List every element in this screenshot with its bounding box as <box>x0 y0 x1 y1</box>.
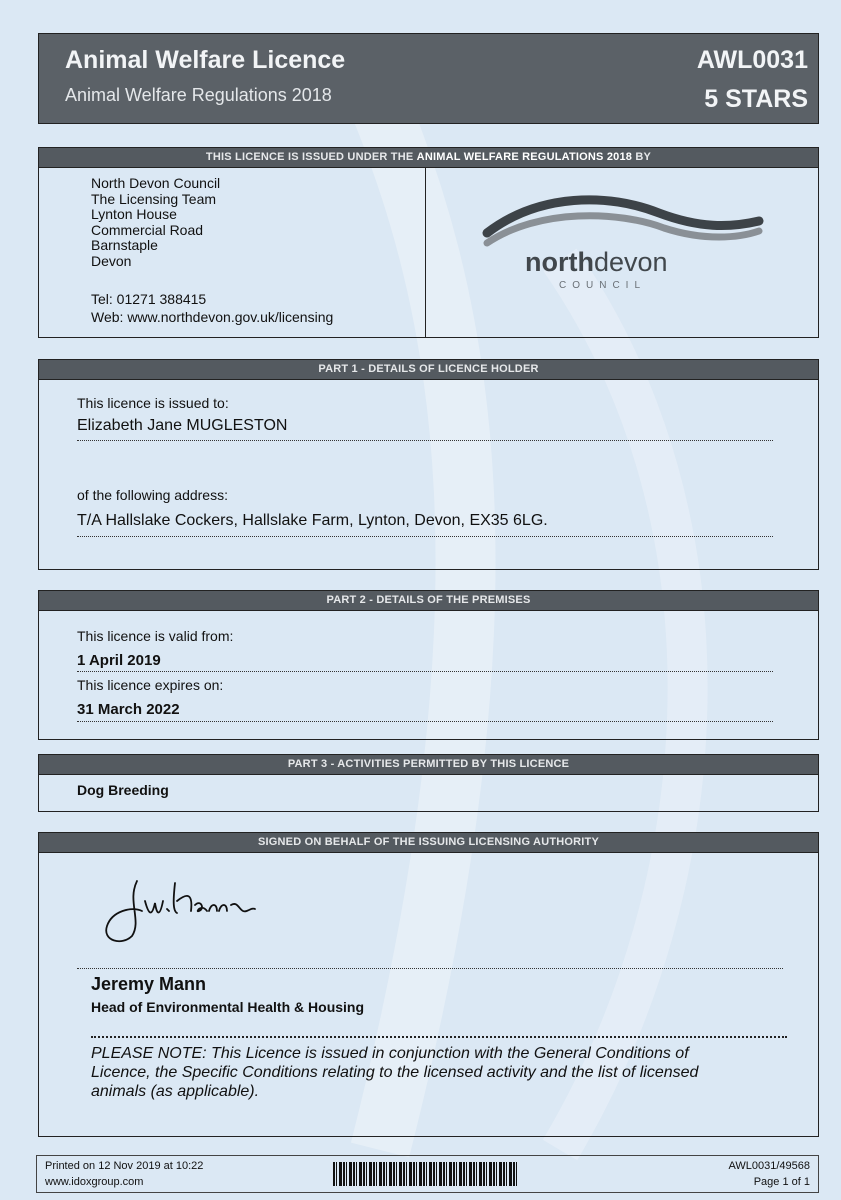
valid-from-label: This licence is valid from: <box>77 628 234 644</box>
valid-from-date: 1 April 2019 <box>77 652 161 669</box>
barcode <box>333 1162 517 1186</box>
holder-address-underline <box>77 536 773 537</box>
issuer-telephone: Tel: 01271 388415 <box>91 291 207 307</box>
holder-address: T/A Hallslake Cockers, Hallslake Farm, Lynton, Devon, EX35 6LG. <box>77 512 548 529</box>
signature-section <box>38 832 819 1137</box>
holder-name-underline <box>77 440 773 441</box>
part1-section <box>38 359 819 570</box>
part3-bar: PART 3 - ACTIVITIES PERMITTED BY THIS LICENCE <box>39 755 818 775</box>
issuer-divider <box>425 167 426 337</box>
signature-bar: SIGNED ON BEHALF OF THE ISSUING LICENSING AUTHORITY <box>39 833 818 853</box>
address-line: The Licensing Team <box>91 190 217 207</box>
licence-header <box>38 33 819 124</box>
licence-subtitle: Animal Welfare Regulations 2018 <box>65 85 332 105</box>
address-line: Commercial Road <box>91 221 204 238</box>
part2-bar: PART 2 - DETAILS OF THE PREMISES <box>39 591 818 611</box>
valid-from-underline <box>77 671 773 672</box>
logo-wave-icon <box>459 183 779 253</box>
signatory-title: Head of Environmental Health & Housing <box>91 999 365 1015</box>
signatory-name: Jeremy Mann <box>91 974 207 994</box>
star-rating: 5 STARS <box>704 85 808 113</box>
handwritten-signature <box>97 871 277 951</box>
print-date: Printed on 12 Nov 2019 at 10:22 <box>45 1160 204 1172</box>
address-line: Lynton House <box>91 206 177 222</box>
address-line: Barnstaple <box>91 237 158 253</box>
licence-note: PLEASE NOTE: This Licence is issued in conjunction with the General Conditions of Licence, the Specific Conditions relating to the licensed activity and the list of licensed animals (as applicable). <box>91 1045 699 1100</box>
expiry-underline <box>77 721 773 722</box>
issued-to-label: This licence is issued to: <box>77 395 229 411</box>
issuer-bar: THIS LICENCE IS ISSUED UNDER THE ANIMAL WELFARE REGULATIONS 2018 BY <box>39 148 818 168</box>
issuer-section <box>38 147 819 338</box>
issuer-website: Web: www.northdevon.gov.uk/licensing <box>91 309 334 325</box>
address-line: North Devon Council <box>91 175 221 191</box>
address-line: Devon <box>91 252 132 269</box>
council-logo <box>459 183 779 313</box>
signature-line <box>77 968 783 969</box>
permitted-activity: Dog Breeding <box>77 782 169 798</box>
licence-reference: AWL0031 <box>696 46 808 74</box>
expires-label: This licence expires on: <box>77 677 224 693</box>
print-footer <box>36 1155 819 1193</box>
note-separator <box>91 1036 787 1038</box>
logo-council-text: COUNCIL <box>559 280 647 291</box>
part3-section <box>38 754 819 812</box>
part1-bar: PART 1 - DETAILS OF LICENCE HOLDER <box>39 360 818 380</box>
part2-section <box>38 590 819 740</box>
issuer-address <box>91 176 220 269</box>
expiry-date: 31 March 2022 <box>77 701 180 718</box>
logo-word-devon: devon <box>593 247 668 277</box>
address-label: of the following address: <box>77 487 228 503</box>
licence-title: Animal Welfare Licence <box>65 46 346 74</box>
logo-word-north: north <box>525 247 594 277</box>
footer-website: www.idoxgroup.com <box>45 1176 144 1188</box>
document-reference: AWL0031/49568 <box>728 1160 810 1172</box>
page-number: Page 1 of 1 <box>753 1176 810 1188</box>
holder-name: Elizabeth Jane MUGLESTON <box>77 417 288 434</box>
